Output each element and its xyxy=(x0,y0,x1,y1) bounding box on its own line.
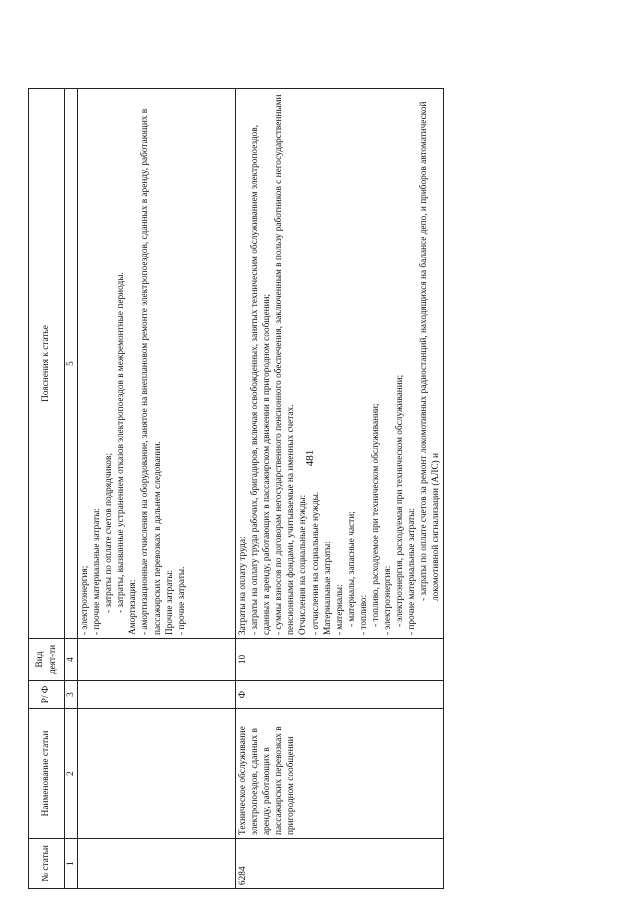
column-number: 3 xyxy=(65,681,78,709)
explanation-line: - затраты по оплате счетов подрядчиков; xyxy=(104,452,115,613)
explanation-line: - прочие материальные затраты: xyxy=(92,508,103,635)
continuation-activity-cell xyxy=(78,639,236,681)
table-row xyxy=(236,89,444,889)
explanation-line: - электроэнергия; xyxy=(80,565,91,635)
column-number: 4 xyxy=(65,639,78,681)
explanation-line: - прочие материальные затраты: xyxy=(407,508,418,635)
column-number-row xyxy=(65,89,78,889)
continuation-explanations-cell xyxy=(78,89,236,639)
header-rf: Р/ Ф xyxy=(29,681,65,709)
column-number: 1 xyxy=(65,839,78,889)
explanation-line: - затраты по оплате счетов за ремонт локомотивных радиостанций, находящихся на балансе депо, и приборов автоматической локомотивной сигнализации (АЛС) и xyxy=(419,101,442,601)
explanation-line: Прочие затраты: xyxy=(164,569,175,635)
column-number: 5 xyxy=(65,89,78,639)
page-number: 481 xyxy=(304,449,316,467)
explanation-line: Амортизация: xyxy=(128,579,139,635)
article-activity-type: 10 xyxy=(236,639,444,681)
header-article-number: № статьи xyxy=(29,839,65,889)
explanation-line: - материалы: xyxy=(334,584,345,635)
article-rf: Ф xyxy=(236,681,444,709)
continuation-name-cell xyxy=(78,709,236,839)
explanation-line: - топливо: xyxy=(358,594,369,635)
explanation-line: Затраты на оплату труда: xyxy=(238,536,249,635)
explanation-line: - материалы, запасные части; xyxy=(346,511,357,627)
header-article-name: Наименование статьи xyxy=(29,709,65,839)
header-row xyxy=(29,89,65,889)
explanation-line: - топливо, расходуемое при техническом обслуживании; xyxy=(370,403,381,627)
explanation-line: - затраты на оплату труда рабочих, бригадиров, включая освобожденных, занятых техническим обслуживанием электропоездов, сданных в аренду, работающих в пассажирском движении в пригородном сообщении; xyxy=(250,124,273,635)
article-name: Техническое обслуживание электропоездов, сданных в аренду, работающих в пассажирских перевозках в пригородном сообщении xyxy=(236,709,444,839)
column-number: 2 xyxy=(65,709,78,839)
header-activity-type: Вид деят-ти xyxy=(29,639,65,681)
explanation-line: - электроэнергия, расходуемая при техническом обслуживании; xyxy=(395,374,406,627)
article-number: 6284 xyxy=(236,839,444,889)
rotated-table-wrapper xyxy=(28,89,603,889)
explanation-line: - электроэнергия: xyxy=(383,565,394,635)
articles-table xyxy=(28,88,444,889)
article-explanations xyxy=(236,89,444,639)
explanation-line: Отчисления на социальные нужды: xyxy=(298,494,309,635)
explanation-line: - прочие затраты. xyxy=(176,566,187,635)
explanation-line: - амортизационные отчисления на оборудование, занятое на внеплановом ремонте электропоездов, сданных в аренду, работающих в пассажирских перевозках в дальнем следовании. xyxy=(140,108,163,635)
header-explanations: Пояснения к статье xyxy=(29,89,65,639)
continuation-rf-cell xyxy=(78,681,236,709)
explanation-line: - затраты, вызванные устранением отказов электропоездов в межремонтные периоды. xyxy=(116,272,127,613)
explanation-line: - суммы взносов по договорам негосударственного пенсионного обеспечения, заключенным в пользу работников с негосударственными пенсионными фондами, учитываемые на именных счетах. xyxy=(274,94,297,635)
continuation-row xyxy=(78,89,236,889)
continuation-number-cell xyxy=(78,839,236,889)
explanation-line: - отчисления на социальные нужды. xyxy=(310,491,321,635)
explanation-line: Материальные затраты: xyxy=(322,541,333,635)
